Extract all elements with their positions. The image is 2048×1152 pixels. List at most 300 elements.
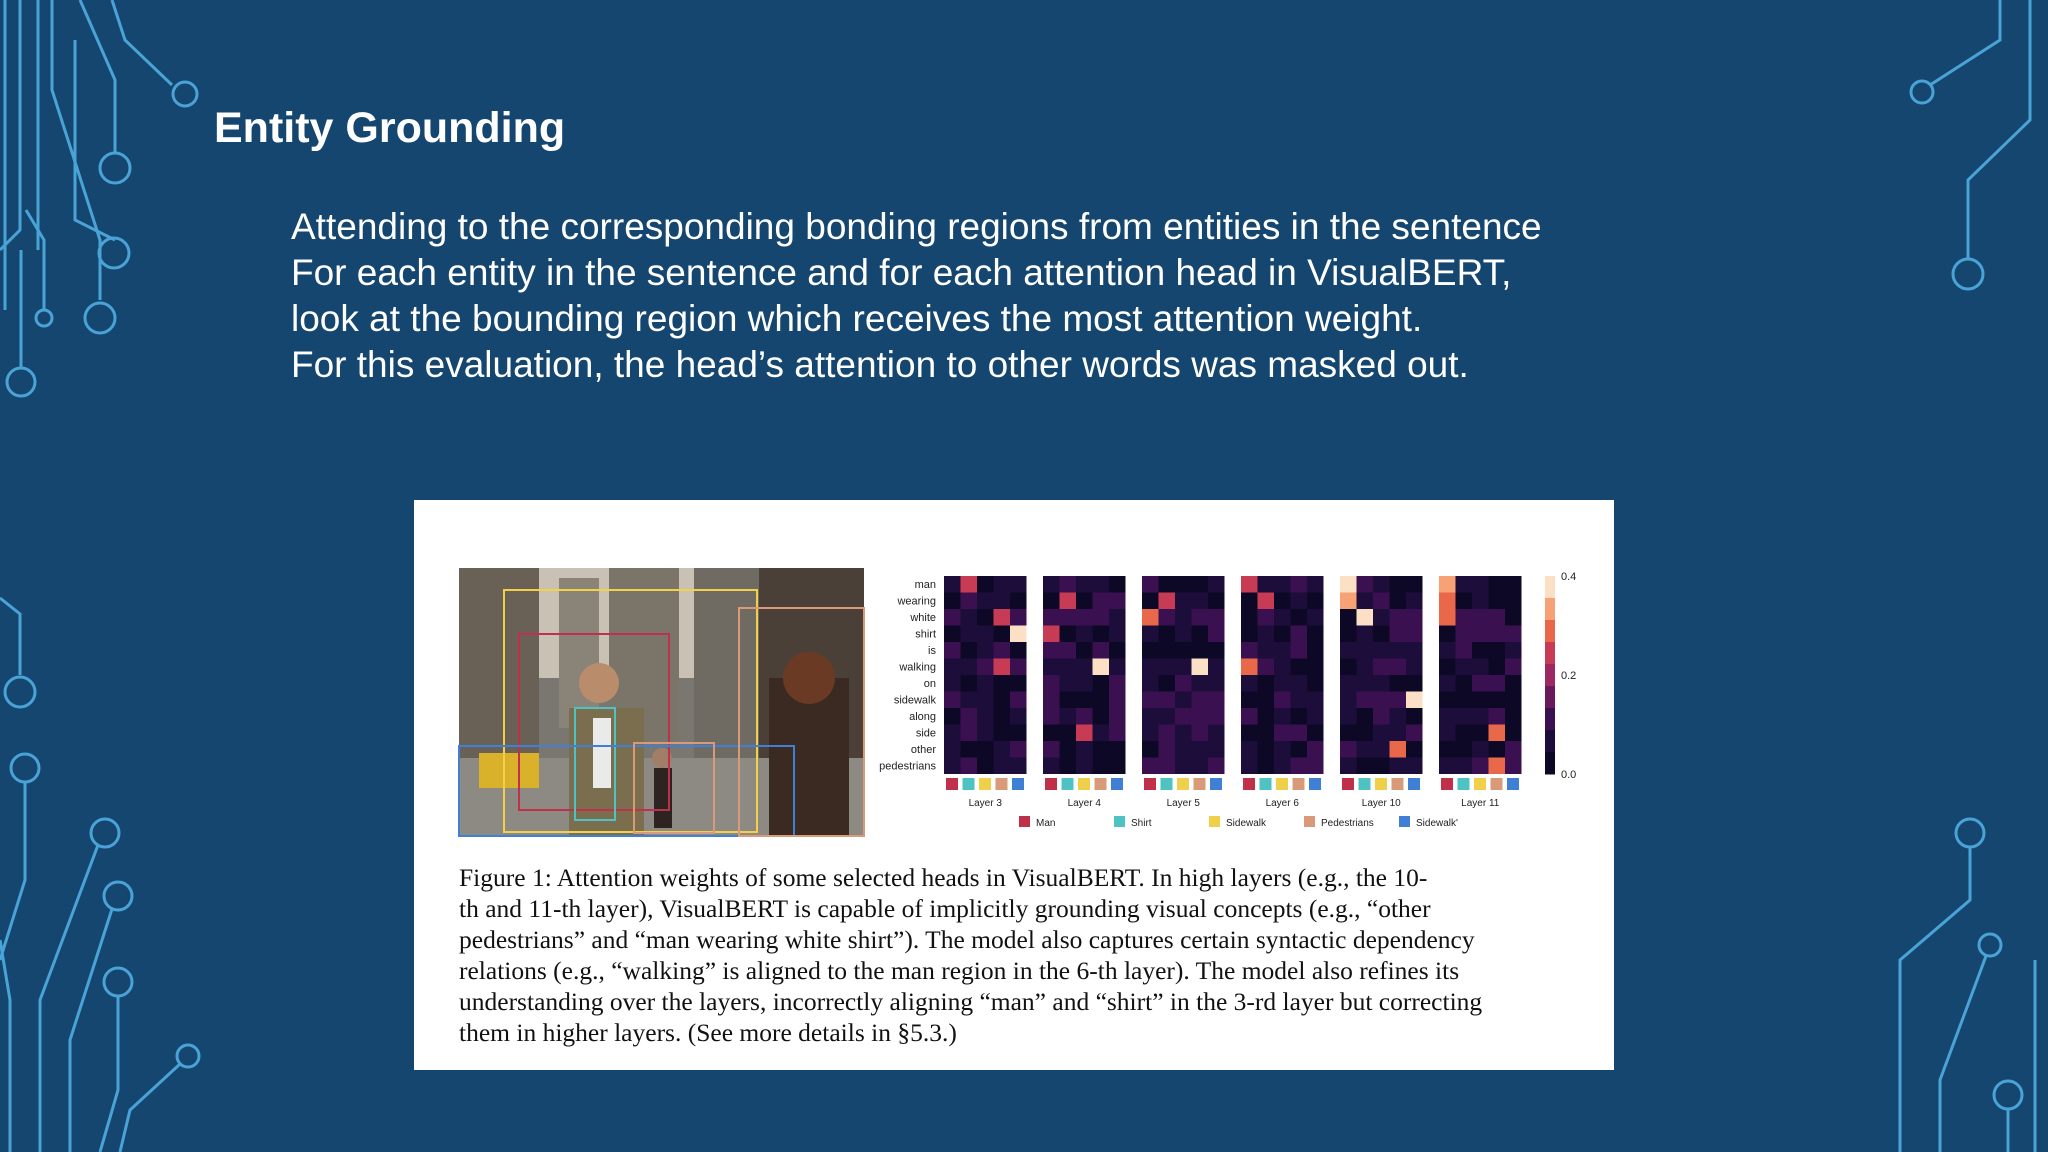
region-swatch xyxy=(1161,778,1173,790)
heatmap-cell xyxy=(1109,675,1126,692)
heatmap-cell xyxy=(1043,626,1060,643)
heatmap-cell xyxy=(1093,659,1110,676)
heatmap-cell xyxy=(1241,708,1258,725)
heatmap-cell xyxy=(1043,692,1060,709)
heatmap-cell xyxy=(1456,593,1473,610)
heatmap-cell xyxy=(1060,692,1077,709)
heatmap-cell xyxy=(1043,593,1060,610)
colorbar-segment xyxy=(1545,598,1555,621)
heatmap-cell xyxy=(1208,659,1225,676)
heatmap-cell xyxy=(1192,659,1209,676)
heatmap-cell xyxy=(1159,576,1176,593)
heatmap-cell xyxy=(1109,642,1126,659)
heatmap-cell xyxy=(1208,758,1225,775)
heatmap-cell xyxy=(1109,692,1126,709)
heatmap-cell xyxy=(977,725,994,742)
heatmap-cell xyxy=(1274,741,1291,758)
heatmap-cell xyxy=(1010,576,1027,593)
heatmap-cell xyxy=(1274,609,1291,626)
heatmap-cell xyxy=(1093,675,1110,692)
heatmap-cell xyxy=(1010,692,1027,709)
region-swatch xyxy=(1408,778,1420,790)
region-swatch xyxy=(979,778,991,790)
heatmap-cell xyxy=(1307,708,1324,725)
word-label: on xyxy=(923,678,936,690)
heatmap-cell xyxy=(977,659,994,676)
heatmap-cell xyxy=(1076,659,1093,676)
heatmap-cell xyxy=(1340,642,1357,659)
heatmap-cell xyxy=(1357,576,1374,593)
heatmap-cell xyxy=(1241,741,1258,758)
attention-heatmaps xyxy=(879,560,1584,829)
heatmap-cell xyxy=(944,642,961,659)
heatmap-cell xyxy=(994,642,1011,659)
heatmap-cell xyxy=(944,609,961,626)
heatmap-cell xyxy=(1010,642,1027,659)
heatmap-cell xyxy=(994,659,1011,676)
heatmap-cell xyxy=(1472,692,1489,709)
legend-swatch xyxy=(1114,816,1125,827)
heatmap-cell xyxy=(1274,758,1291,775)
heatmap-cell xyxy=(1159,708,1176,725)
heatmap-cell xyxy=(1291,725,1308,742)
heatmap-cell xyxy=(1505,609,1522,626)
heatmap-cell xyxy=(1340,692,1357,709)
heatmap-cell xyxy=(1472,741,1489,758)
heatmap-cell xyxy=(1357,626,1374,643)
heatmap-cell xyxy=(1192,593,1209,610)
heatmap-cell xyxy=(1175,758,1192,775)
heatmap-cell xyxy=(961,708,978,725)
heatmap-cell xyxy=(961,741,978,758)
heatmap-cell xyxy=(1258,593,1275,610)
heatmap-cell xyxy=(1373,593,1390,610)
heatmap-cell xyxy=(1208,692,1225,709)
heatmap-cell xyxy=(961,609,978,626)
heatmap-cell xyxy=(977,593,994,610)
heatmap-cell xyxy=(1357,642,1374,659)
heatmap-cell xyxy=(1159,642,1176,659)
heatmap-cell xyxy=(1439,593,1456,610)
heatmap-cell xyxy=(1258,576,1275,593)
word-label: pedestrians xyxy=(879,760,936,773)
legend-label: Man xyxy=(1036,818,1056,829)
heatmap-cell xyxy=(1175,626,1192,643)
heatmap-cell xyxy=(1159,609,1176,626)
heatmap-cell xyxy=(1307,692,1324,709)
heatmap-cell xyxy=(1472,626,1489,643)
heatmap-cell xyxy=(1489,626,1506,643)
heatmap-cell xyxy=(1472,593,1489,610)
heatmap-cell xyxy=(1373,576,1390,593)
heatmap-cell xyxy=(1175,725,1192,742)
heatmap-cell xyxy=(1060,708,1077,725)
heatmap-cell xyxy=(1291,593,1308,610)
heatmap-cell xyxy=(944,692,961,709)
heatmap-cell xyxy=(1406,593,1423,610)
heatmap-cell xyxy=(1208,642,1225,659)
heatmap-cell xyxy=(1241,609,1258,626)
heatmap-cell xyxy=(1109,741,1126,758)
heatmap-cell xyxy=(1093,741,1110,758)
heatmap-cell xyxy=(1175,741,1192,758)
region-swatch xyxy=(1474,778,1486,790)
heatmap-cell xyxy=(1373,725,1390,742)
heatmap-cell xyxy=(1076,725,1093,742)
heatmap-cell xyxy=(1340,593,1357,610)
heatmap-cell xyxy=(1456,626,1473,643)
heatmap-cell xyxy=(1456,741,1473,758)
region-swatch xyxy=(1095,778,1107,790)
heatmap-cell xyxy=(1489,576,1506,593)
heatmap-cell xyxy=(1175,692,1192,709)
heatmap-cell xyxy=(1456,675,1473,692)
word-label: walking xyxy=(899,661,936,674)
heatmap-cell xyxy=(1489,725,1506,742)
heatmap-cell xyxy=(994,692,1011,709)
heatmap-cell xyxy=(1192,642,1209,659)
heatmap-cell xyxy=(994,675,1011,692)
heatmap-cell xyxy=(1192,758,1209,775)
heatmap-cell xyxy=(1043,725,1060,742)
heatmap-cell xyxy=(1373,708,1390,725)
heatmap-cell xyxy=(1357,692,1374,709)
heatmap-cell xyxy=(1093,692,1110,709)
heatmap-cell xyxy=(1390,593,1407,610)
heatmap-cell xyxy=(1439,758,1456,775)
heatmap-cell xyxy=(1175,576,1192,593)
word-label: along xyxy=(909,711,936,723)
heatmap-cell xyxy=(1142,659,1159,676)
heatmap-cell xyxy=(1060,675,1077,692)
heatmap-cell xyxy=(1505,626,1522,643)
region-swatch xyxy=(1441,778,1453,790)
heatmap-cell xyxy=(1175,708,1192,725)
heatmap-cell xyxy=(1406,659,1423,676)
heatmap-cell xyxy=(1472,609,1489,626)
word-label: is xyxy=(928,645,936,657)
heatmap-cell xyxy=(1390,725,1407,742)
heatmap-cell xyxy=(1159,675,1176,692)
heatmap-cell xyxy=(1076,741,1093,758)
heatmap-cell xyxy=(1439,675,1456,692)
heatmap-cell xyxy=(977,609,994,626)
heatmap-cell xyxy=(1291,576,1308,593)
heatmap-cell xyxy=(1390,609,1407,626)
heatmap-cell xyxy=(994,758,1011,775)
heatmap-cell xyxy=(1175,675,1192,692)
heatmap-cell xyxy=(1307,675,1324,692)
heatmap-cell xyxy=(1208,708,1225,725)
heatmap-cell xyxy=(1291,675,1308,692)
heatmap-cell xyxy=(1373,659,1390,676)
heatmap-cell xyxy=(1489,659,1506,676)
colorbar-segment xyxy=(1545,642,1555,665)
heatmap-cell xyxy=(1406,626,1423,643)
heatmap-cell xyxy=(977,741,994,758)
heatmap-cell xyxy=(1505,725,1522,742)
heatmap-cell xyxy=(1192,725,1209,742)
region-swatch xyxy=(1293,778,1305,790)
heatmap-cell xyxy=(1307,626,1324,643)
region-swatch xyxy=(1194,778,1206,790)
heatmap-cell xyxy=(1159,692,1176,709)
heatmap-cell xyxy=(1373,692,1390,709)
heatmap-cell xyxy=(1489,708,1506,725)
heatmap-cell xyxy=(1472,675,1489,692)
word-label: wearing xyxy=(897,595,936,608)
heatmap-cell xyxy=(944,758,961,775)
heatmap-cell xyxy=(1505,675,1522,692)
layer-label: Layer 3 xyxy=(968,798,1002,809)
heatmap-cell xyxy=(1076,642,1093,659)
heatmap-cell xyxy=(1093,609,1110,626)
heatmap-cell xyxy=(1472,758,1489,775)
heatmap-cell xyxy=(1109,725,1126,742)
region-swatch xyxy=(1078,778,1090,790)
region-swatch xyxy=(1260,778,1272,790)
heatmap-cell xyxy=(1456,659,1473,676)
heatmap-cell xyxy=(944,725,961,742)
region-swatch xyxy=(1111,778,1123,790)
heatmap-cell xyxy=(1291,758,1308,775)
heatmap-cell xyxy=(1307,576,1324,593)
caption-line: pedestrians” and “man wearing white shirt”). The model also captures certain syntactic dependency xyxy=(459,925,1475,954)
heatmap-cell xyxy=(1340,725,1357,742)
region-swatch xyxy=(1243,778,1255,790)
heatmap-cell xyxy=(1406,576,1423,593)
region-swatch xyxy=(1309,778,1321,790)
heatmap-cell xyxy=(1307,741,1324,758)
heatmap-cell xyxy=(1505,593,1522,610)
heatmap-cell xyxy=(977,642,994,659)
heatmap-cell xyxy=(961,593,978,610)
heatmap-cell xyxy=(1307,758,1324,775)
region-swatch xyxy=(1491,778,1503,790)
heatmap-cell xyxy=(1175,609,1192,626)
heatmap-cell xyxy=(1307,725,1324,742)
heatmap-cell xyxy=(1208,725,1225,742)
legend-swatch xyxy=(1209,816,1220,827)
heatmap-cell xyxy=(944,576,961,593)
heatmap-cell xyxy=(1142,609,1159,626)
heatmap-cell xyxy=(1241,626,1258,643)
heatmap-cell xyxy=(1274,626,1291,643)
heatmap-cell xyxy=(1142,758,1159,775)
heatmap-cell xyxy=(1060,659,1077,676)
heatmap-cell xyxy=(1010,708,1027,725)
legend-label: Pedestrians xyxy=(1321,818,1374,829)
layer-label: Layer 10 xyxy=(1361,798,1401,809)
heatmap-cell xyxy=(1142,576,1159,593)
heatmap-cell xyxy=(1456,708,1473,725)
heatmap-cell xyxy=(1258,692,1275,709)
region-swatch xyxy=(1210,778,1222,790)
heatmap-cell xyxy=(1472,659,1489,676)
heatmap-cell xyxy=(1076,576,1093,593)
heatmap-cell xyxy=(1357,741,1374,758)
heatmap-cell xyxy=(1175,659,1192,676)
layer-label: Layer 11 xyxy=(1461,798,1500,809)
heatmap-cell xyxy=(1208,741,1225,758)
colorbar-segment xyxy=(1545,686,1555,709)
heatmap-cell xyxy=(1456,642,1473,659)
heatmap-cell xyxy=(1208,576,1225,593)
heatmap-cell xyxy=(1406,741,1423,758)
heatmap-cell xyxy=(1439,692,1456,709)
heatmap-cell xyxy=(1439,576,1456,593)
heatmap-cell xyxy=(1274,725,1291,742)
heatmap-cell xyxy=(1291,642,1308,659)
heatmap-cell xyxy=(1175,593,1192,610)
word-label: man xyxy=(914,579,936,591)
word-label: other xyxy=(910,744,936,756)
heatmap-cell xyxy=(1043,758,1060,775)
heatmap-cell xyxy=(1258,725,1275,742)
heatmap-cell xyxy=(1439,609,1456,626)
heatmap-cell xyxy=(1439,725,1456,742)
heatmap-cell xyxy=(1505,758,1522,775)
region-swatch xyxy=(1144,778,1156,790)
heatmap-cell xyxy=(1505,576,1522,593)
heatmap-cell xyxy=(1291,692,1308,709)
heatmap-cell xyxy=(1406,692,1423,709)
heatmap-cell xyxy=(1142,642,1159,659)
heatmap-cell xyxy=(961,675,978,692)
heatmap-cell xyxy=(961,626,978,643)
heatmap-cell xyxy=(1340,576,1357,593)
heatmap-cell xyxy=(1010,675,1027,692)
heatmap-cell xyxy=(1390,642,1407,659)
heatmap-cell xyxy=(1175,642,1192,659)
heatmap-cell xyxy=(1472,725,1489,742)
heatmap-cell xyxy=(1390,708,1407,725)
legend-swatch xyxy=(1304,816,1315,827)
heatmap-cell xyxy=(1142,626,1159,643)
heatmap-cell xyxy=(1142,708,1159,725)
heatmap-cell xyxy=(1390,758,1407,775)
heatmap-cell xyxy=(1208,675,1225,692)
heatmap-cell xyxy=(1390,659,1407,676)
colorbar-tick: 0.4 xyxy=(1561,571,1577,583)
heatmap-cell xyxy=(1109,758,1126,775)
heatmap-cell xyxy=(1489,642,1506,659)
heatmap-cell xyxy=(1109,609,1126,626)
heatmap-cell xyxy=(1406,725,1423,742)
heatmap-cell xyxy=(944,708,961,725)
heatmap-cell xyxy=(1159,741,1176,758)
heatmap-cell xyxy=(1258,626,1275,643)
heatmap-cell xyxy=(944,741,961,758)
heatmap-cell xyxy=(1390,626,1407,643)
heatmap-cell xyxy=(1208,609,1225,626)
heatmap-cell xyxy=(1159,725,1176,742)
heatmap-cell xyxy=(1060,741,1077,758)
heatmap-cell xyxy=(1010,609,1027,626)
heatmap-cell xyxy=(1060,725,1077,742)
heatmap-cell xyxy=(1010,626,1027,643)
region-swatch xyxy=(1045,778,1057,790)
region-swatch xyxy=(996,778,1008,790)
heatmap-cell xyxy=(1010,659,1027,676)
heatmap-cell xyxy=(1093,642,1110,659)
heatmap-cell xyxy=(1093,758,1110,775)
heatmap-cell xyxy=(1060,576,1077,593)
body-line: For each entity in the sentence and for each attention head in VisualBERT, xyxy=(291,252,1512,293)
heatmap-cell xyxy=(1472,708,1489,725)
heatmap-cell xyxy=(1109,576,1126,593)
heatmap-cell xyxy=(1241,675,1258,692)
heatmap-cell xyxy=(1307,642,1324,659)
heatmap-cell xyxy=(994,741,1011,758)
heatmap-cell xyxy=(1076,609,1093,626)
heatmap-cell xyxy=(1274,593,1291,610)
heatmap-cell xyxy=(1489,593,1506,610)
heatmap-cell xyxy=(1109,626,1126,643)
heatmap-cell xyxy=(977,675,994,692)
heatmap-cell xyxy=(1291,626,1308,643)
layer-label: Layer 5 xyxy=(1166,798,1200,809)
heatmap-cell xyxy=(1489,609,1506,626)
heatmap-cell xyxy=(1505,659,1522,676)
heatmap-cell xyxy=(1258,758,1275,775)
heatmap-cell xyxy=(1505,692,1522,709)
heatmap-cell xyxy=(1142,741,1159,758)
region-swatch xyxy=(1359,778,1371,790)
region-swatch xyxy=(963,778,975,790)
layer-label: Layer 6 xyxy=(1265,798,1299,809)
colorbar-segment xyxy=(1545,730,1555,753)
heatmap-cell xyxy=(1274,692,1291,709)
heatmap-cell xyxy=(1258,642,1275,659)
caption-line: relations (e.g., “walking” is aligned to the man region in the 6-th layer). The model also refines its xyxy=(459,956,1460,985)
heatmap-cell xyxy=(1307,659,1324,676)
heatmap-cell xyxy=(1439,659,1456,676)
heatmap-cell xyxy=(1390,675,1407,692)
heatmap-cell xyxy=(1340,741,1357,758)
heatmap-cell xyxy=(944,626,961,643)
caption-line: Figure 1: Attention weights of some selected heads in VisualBERT. In high layers (e.g., the 10- xyxy=(459,863,1428,892)
region-swatch xyxy=(1458,778,1470,790)
heatmap-cell xyxy=(1472,576,1489,593)
word-label: sidewalk xyxy=(893,694,936,707)
heatmap-cell xyxy=(1340,609,1357,626)
slide-title: Entity Grounding xyxy=(214,104,566,152)
heatmap-cell xyxy=(1010,725,1027,742)
heatmap-cell xyxy=(961,659,978,676)
heatmap-cell xyxy=(1076,692,1093,709)
heatmap-cell xyxy=(1489,758,1506,775)
heatmap-cell xyxy=(1241,725,1258,742)
heatmap-cell xyxy=(1439,642,1456,659)
heatmap-cell xyxy=(1340,626,1357,643)
heatmap-cell xyxy=(1093,708,1110,725)
region-swatch xyxy=(1392,778,1404,790)
heatmap-cell xyxy=(977,576,994,593)
heatmap-cell xyxy=(1489,675,1506,692)
heatmap-cell xyxy=(1142,692,1159,709)
heatmap-cell xyxy=(1456,725,1473,742)
heatmap-cell xyxy=(1258,659,1275,676)
region-swatch xyxy=(1012,778,1024,790)
heatmap-cell xyxy=(1060,593,1077,610)
heatmap-cell xyxy=(994,576,1011,593)
heatmap-cell xyxy=(994,708,1011,725)
colorbar-tick: 0.0 xyxy=(1561,769,1577,781)
heatmap-cell xyxy=(1010,758,1027,775)
heatmap-cell xyxy=(977,758,994,775)
word-label: side xyxy=(915,727,936,740)
